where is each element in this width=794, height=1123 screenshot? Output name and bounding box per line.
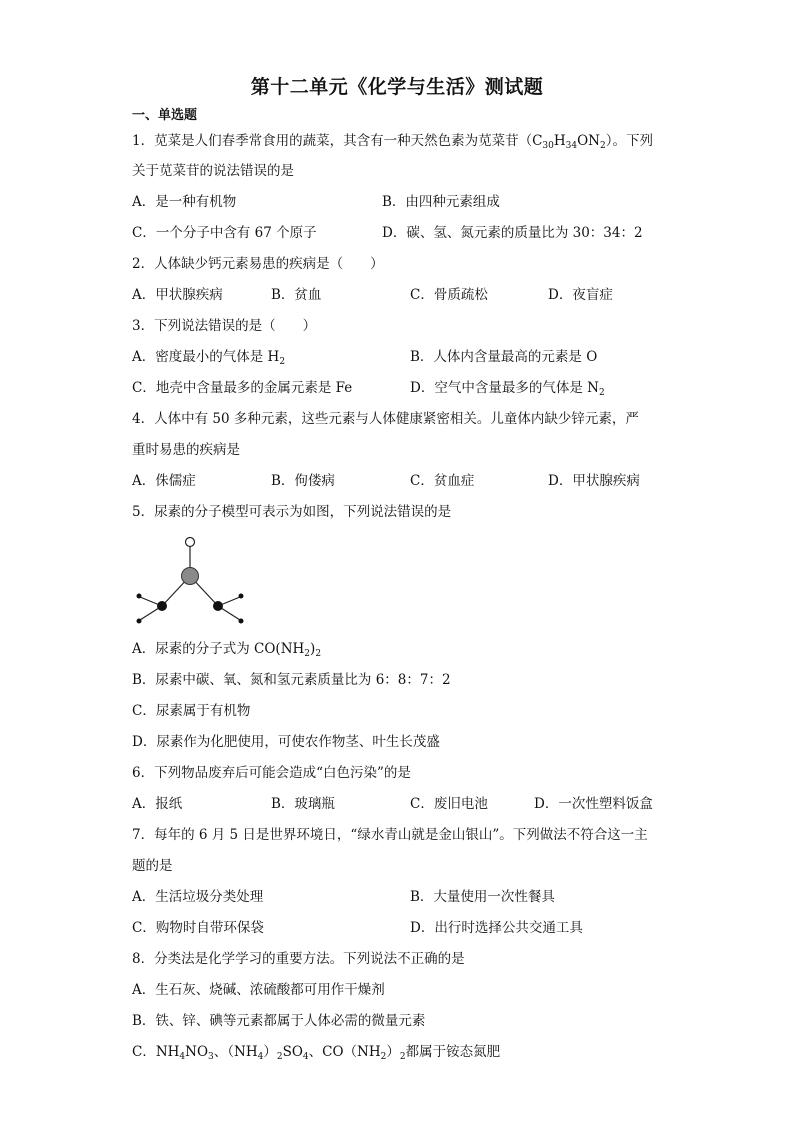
- q6-option-b: B．玻璃瓶: [271, 796, 335, 812]
- q8-option-c: C．$NH_4NO_3$、$(NH_4)_2SO_4$、$CO(NH_2)_2$都属于铵态氮肥: [132, 1044, 501, 1062]
- q2-stem: 2．人体缺少钙元素易患的疾病是（ ）: [132, 256, 384, 272]
- q3-option-b: B．人体内含量最高的元素是 O: [410, 349, 598, 365]
- q7-option-b: B．大量使用一次性餐具: [410, 889, 555, 905]
- q5-option-c: C．尿素属于有机物: [132, 703, 251, 719]
- urea-molecule-model: [130, 532, 250, 632]
- hydrogen-atom-2: [137, 619, 142, 624]
- hydrogen-atom-3: [239, 594, 244, 599]
- hydrogen-atom-4: [239, 619, 244, 624]
- q7-stem-line1: 7．每年的 6 月 5 日是世界环境日，“绿水青山就是金山银山”。下列做法不符合这一主: [132, 827, 648, 843]
- q7-stem-line2: 题的是: [132, 858, 173, 874]
- q6-option-d: D．一次性塑料饭盒: [534, 796, 653, 812]
- q2-option-c: C．骨质疏松: [410, 287, 488, 303]
- q8-option-a: A．生石灰、烧碱、浓硫酸都可用作干燥剂: [132, 982, 385, 998]
- q4-stem-line2: 重时易患的疾病是: [132, 442, 240, 458]
- q7-option-a: A．生活垃圾分类处理: [132, 889, 264, 905]
- q5-option-d: D．尿素作为化肥使用，可使农作物茎、叶生长茂盛: [132, 734, 440, 750]
- q3-option-c: C．地壳中含量最多的金属元素是 Fe: [132, 380, 353, 396]
- nitrogen-atom-right: [213, 601, 223, 611]
- q4-option-d: D．甲状腺疾病: [548, 473, 640, 489]
- section-heading: 一、单选题: [132, 108, 198, 123]
- q4-option-c: C．贫血症: [410, 473, 475, 489]
- q1-option-a: A．是一种有机物: [132, 194, 237, 210]
- q5-option-a: A．尿素的分子式为 $CO(NH_2)_2$: [132, 641, 322, 659]
- q4-option-a: A．侏儒症: [132, 473, 196, 489]
- q7-option-d: D．出行时选择公共交通工具: [410, 920, 583, 936]
- q7-option-c: C．购物时自带环保袋: [132, 920, 264, 936]
- q2-option-d: D．夜盲症: [548, 287, 613, 303]
- q1-stem-line1: 1．苋菜是人们春季常食用的蔬菜，其含有一种天然色素为苋菜苷$(C_{30}H_{34}ON_2)$。下列: [132, 133, 653, 151]
- q2-option-a: A．甲状腺疾病: [132, 287, 223, 303]
- q3-option-a: A．密度最小的气体是 $H_2$: [132, 349, 286, 367]
- q4-stem-line1: 4．人体中有 50 多种元素，这些元素与人体健康紧密相关。儿童体内缺少锌元素，严: [132, 411, 639, 427]
- q1-option-c: C．一个分子中含有 67 个原子: [132, 225, 317, 241]
- page-title: 第十二单元《化学与生活》测试题: [250, 76, 544, 98]
- carbon-atom: [182, 568, 199, 585]
- q8-stem: 8．分类法是化学学习的重要方法。下列说法不正确的是: [132, 951, 465, 967]
- q5-option-b: B．尿素中碳、氧、氮和氢元素质量比为 6：8：7：2: [132, 672, 451, 688]
- q1-option-b: B．由四种元素组成: [382, 194, 500, 210]
- q1-stem-line2: 关于苋菜苷的说法错误的是: [132, 163, 294, 179]
- q6-option-c: C．废旧电池: [410, 796, 488, 812]
- q2-option-b: B．贫血: [271, 287, 322, 303]
- q3-stem: 3．下列说法错误的是（ ）: [132, 318, 317, 334]
- oxygen-atom: [186, 538, 195, 547]
- q5-stem: 5．尿素的分子模型可表示为如图，下列说法错误的是: [132, 504, 452, 520]
- nitrogen-atom-left: [157, 601, 167, 611]
- q6-stem: 6．下列物品废弃后可能会造成“白色污染”的是: [132, 765, 411, 781]
- q6-option-a: A．报纸: [132, 796, 183, 812]
- q8-option-b: B．铁、锌、碘等元素都属于人体必需的微量元素: [132, 1013, 426, 1029]
- q4-option-b: B．佝偻病: [271, 473, 335, 489]
- q3-option-d: D．空气中含量最多的气体是 $N_2$: [410, 380, 605, 398]
- hydrogen-atom-1: [137, 594, 142, 599]
- q1-option-d: D．碳、氢、氮元素的质量比为 30：34：2: [382, 225, 643, 241]
